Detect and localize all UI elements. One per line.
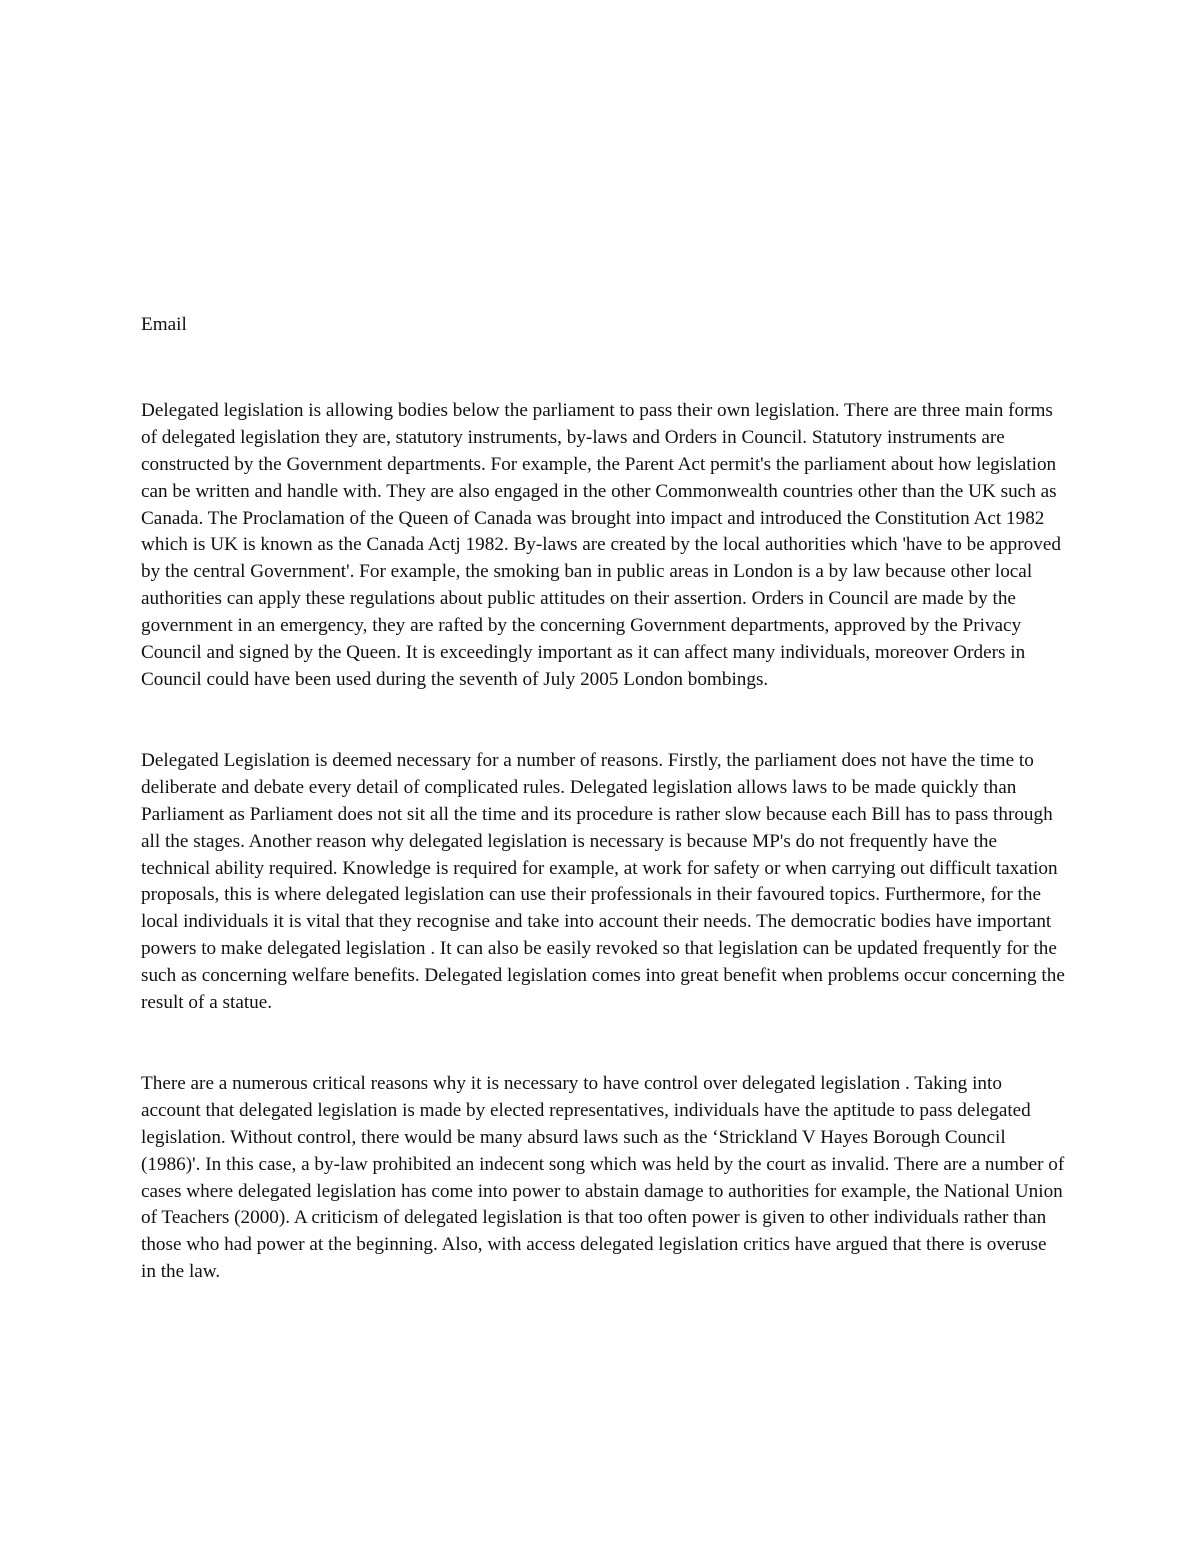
document-body xyxy=(141,312,1066,1286)
document-title: Email xyxy=(141,314,187,335)
paragraph-control-over-delegated-legislation: There are a numerous critical reasons why it is necessary to have control over delegated legislation . Taking into account that delegated legislation is made by elected representatives, individuals have the aptitude to pass delegated legislation. Without control, there would be many absurd laws such as the ‘Strickland V Hayes Borough Council (1986)'. In this case, a by-law prohibited an indecent song which was held by the court as invalid. There are a number of cases where delegated legislation has come into power to abstain damage to authorities for example, the National Union of Teachers (2000). A criticism of delegated legislation is that too often power is given to other individuals rather than those who had power at the beginning. Also, with access delegated legislation critics have argued that there is overuse in the law. xyxy=(141,1072,1065,1283)
paragraph-delegated-legislation-forms: Delegated legislation is allowing bodies below the parliament to pass their own legislation. There are three main forms of delegated legislation they are, statutory instruments, by-laws and Orders in Council. Statutory instruments are constructed by the Government departments. For example, the Parent Act permit's the parliament about how legislation can be written and handle with. They are also engaged in the other Commonwealth countries other than the UK such as Canada. The Proclamation of the Queen of Canada was brought into impact and introduced the Constitution Act 1982 which is UK is known as the Canada Actj 1982. By-laws are created by the local authorities which 'have to be approved by the central Government'. For example, the smoking ban in public areas in London is a by law because other local authorities can apply these regulations about public attitudes on their assertion. Orders in Council are made by the government in an emergency, they are rafted by the concerning Government departments, approved by the Privacy Council and signed by the Queen. It is exceedingly important as it can affect many individuals, moreover Orders in Council could have been used during the seventh of July 2005 London bombings. xyxy=(141,399,1061,690)
paragraph-necessity-of-delegated-legislation: Delegated Legislation is deemed necessary for a number of reasons. Firstly, the parliament does not have the time to deliberate and debate every detail of complicated rules. Delegated legislation allows laws to be made quickly than Parliament as Parliament does not sit all the time and its procedure is rather slow because each Bill has to pass through all the stages. Another reason why delegated legislation is necessary is because MP's do not frequently have the technical ability required. Knowledge is required for example, at work for safety or when carrying out difficult taxation proposals, this is where delegated legislation can use their professionals in their favoured topics. Furthermore, for the local individuals it is vital that they recognise and take into account their needs. The democratic bodies have important powers to make delegated legislation . It can also be easily revoked so that legislation can be updated frequently for the such as concerning welfare benefits. Delegated legislation comes into great benefit when problems occur concerning the result of a statue. xyxy=(141,749,1065,1014)
